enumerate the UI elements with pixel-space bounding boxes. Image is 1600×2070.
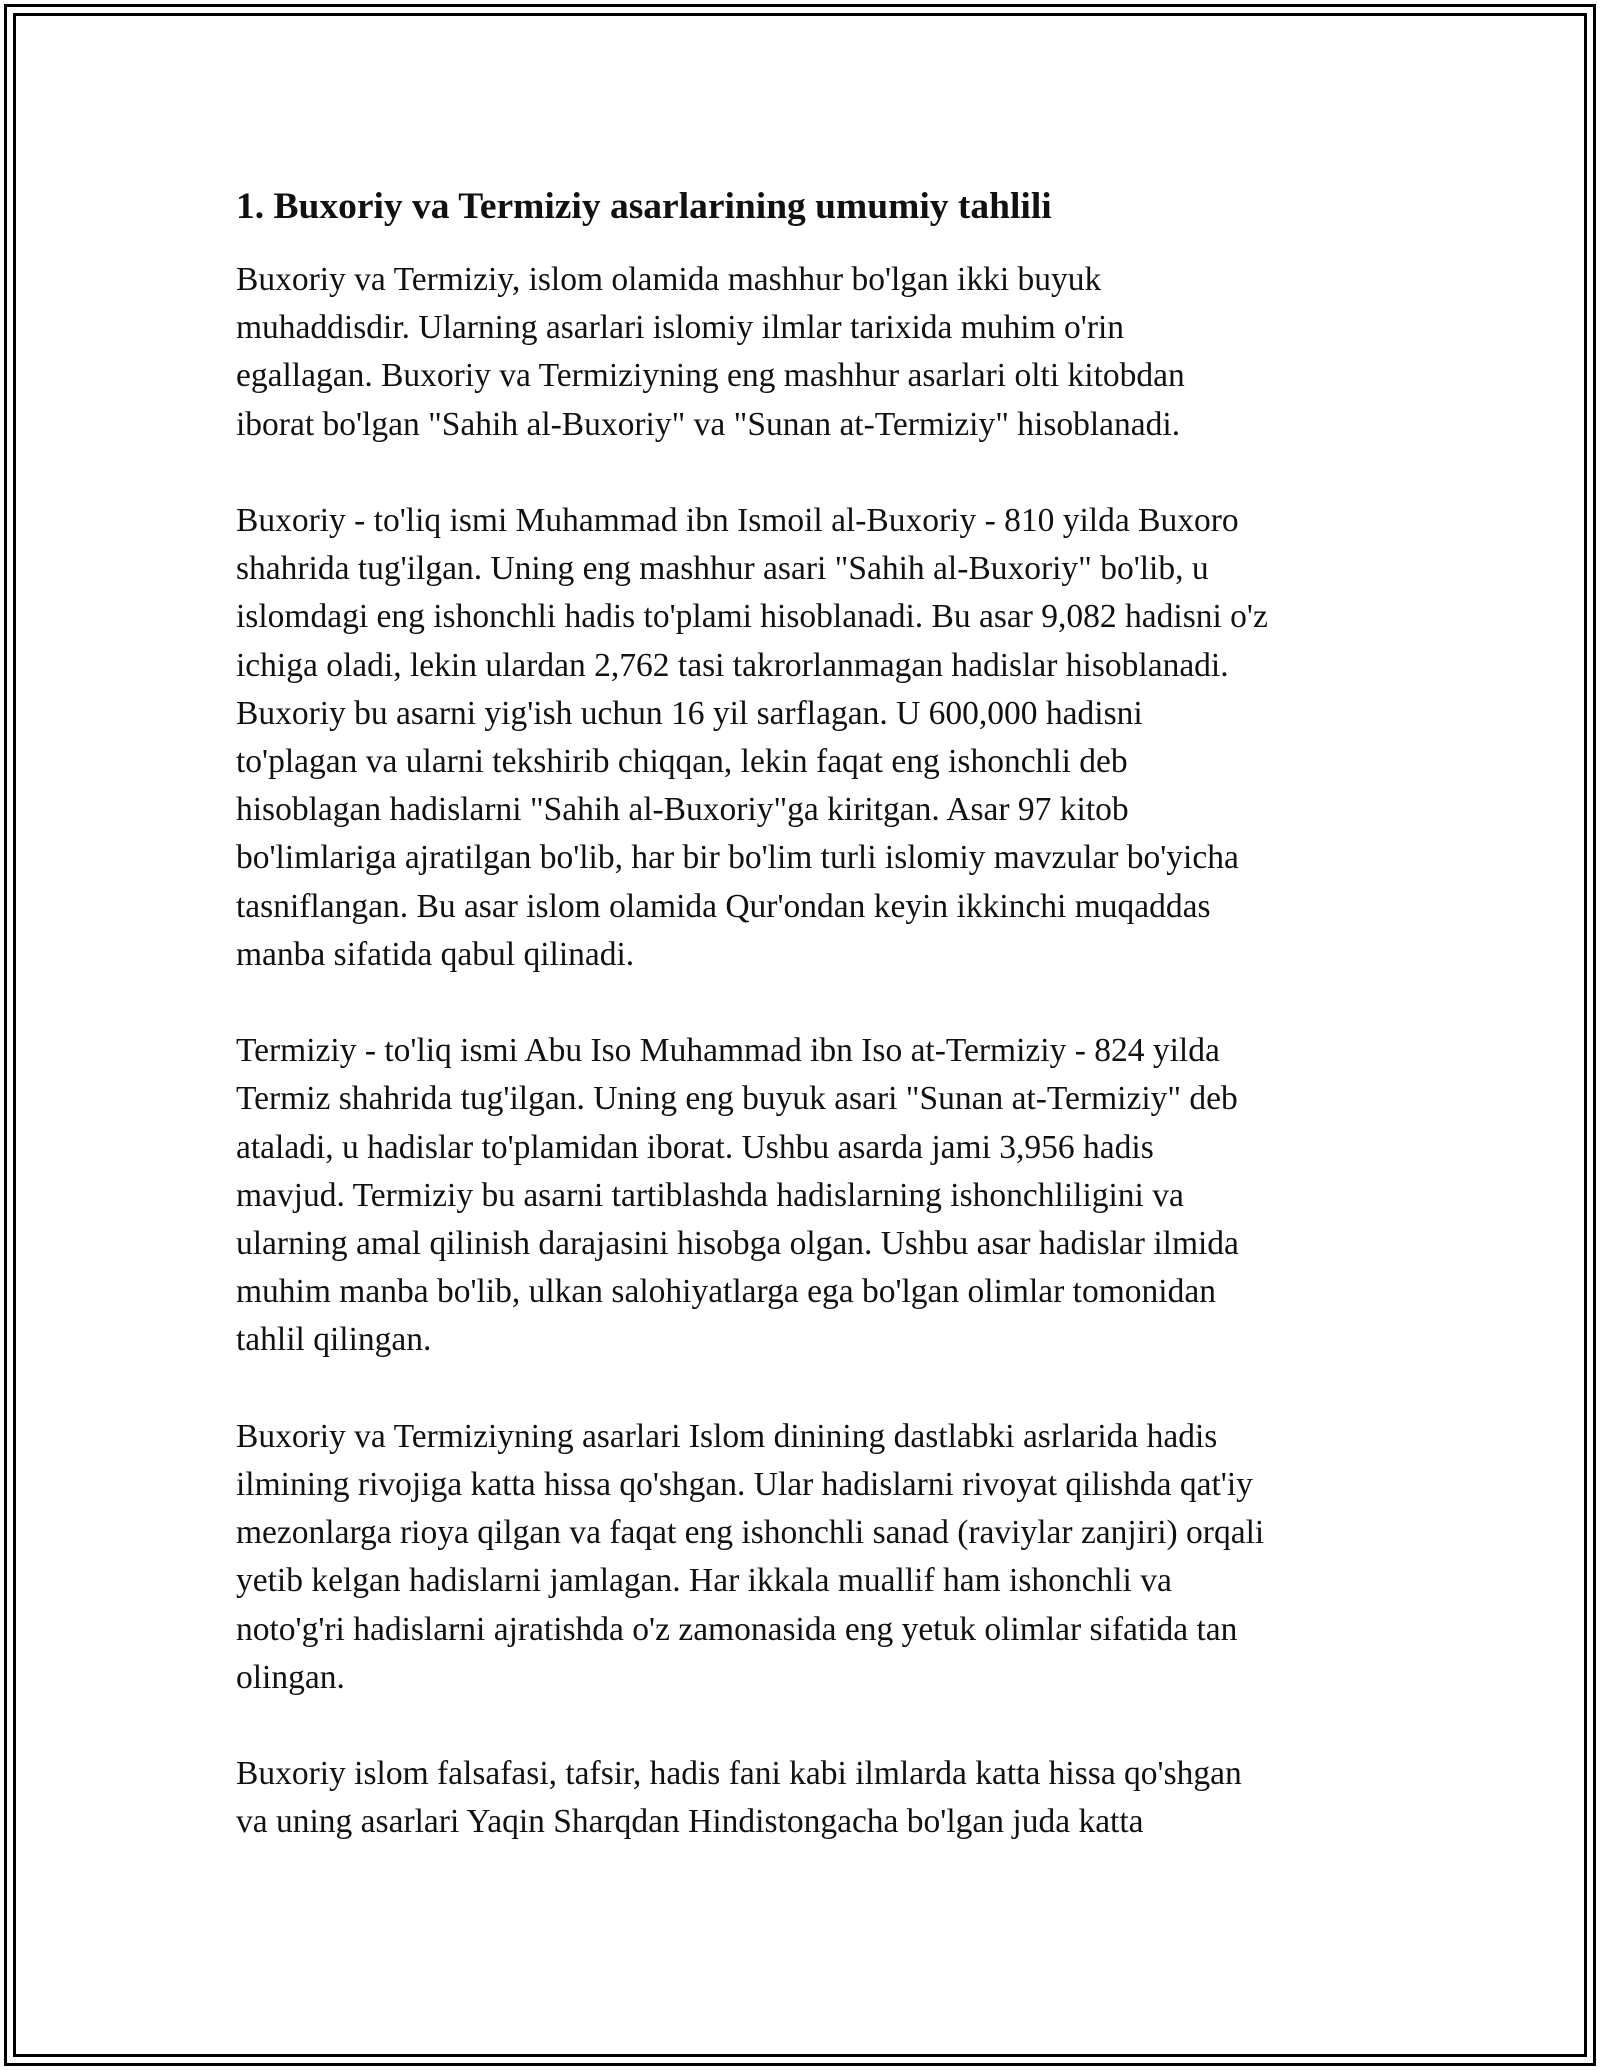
section-heading: 1. Buxoriy va Termiziy asarlarining umumiy tahlili — [236, 186, 1052, 227]
paragraph-line: Termiz shahrida tug'ilgan. Uning eng buyuk asari "Sunan at-Termiziy" deb — [236, 1080, 1238, 1118]
body-paragraph — [236, 497, 1376, 979]
paragraph-line: iborat bo'lgan "Sahih al-Buxoriy" va "Sunan at-Termiziy" hisoblanadi. — [236, 405, 1181, 443]
paragraph-line: manba sifatida qabul qilinadi. — [236, 935, 635, 973]
paragraph-line: yetib kelgan hadislarni jamlagan. Har ikkala muallif ham ishonchli va — [236, 1562, 1172, 1600]
paragraph-line: Buxoriy islom falsafasi, tafsir, hadis fani kabi ilmlarda katta hissa qo'shgan — [236, 1755, 1242, 1793]
body-paragraph — [236, 1413, 1376, 1702]
body-paragraph — [236, 1027, 1376, 1364]
paragraph-line: shahrida tug'ilgan. Uning eng mashhur asari "Sahih al-Buxoriy" bo'lib, u — [236, 550, 1209, 588]
paragraph-line: ataladi, u hadislar to'plamidan iborat. Ushbu asarda jami 3,956 hadis — [236, 1128, 1154, 1166]
paragraph-line: bo'limlariga ajratilgan bo'lib, har bir bo'lim turli islomiy mavzular bo'yicha — [236, 839, 1239, 877]
paragraph-line: ularning amal qilinish darajasini hisobga olgan. Ushbu asar hadislar ilmida — [236, 1225, 1239, 1263]
document-body — [236, 184, 1376, 1895]
paragraph-line: Termiziy - to'liq ismi Abu Iso Muhammad ibn Iso at-Termiziy - 824 yilda — [236, 1032, 1220, 1070]
paragraph-line: islomdagi eng ishonchli hadis to'plami hisoblanadi. Bu asar 9,082 hadisni o'z — [236, 598, 1268, 636]
paragraph-line: ilmining rivojiga katta hissa qo'shgan. Ular hadislarni rivoyat qilishda qat'iy — [236, 1466, 1253, 1504]
paragraph-line: egallagan. Buxoriy va Termiziyning eng mashhur asarlari olti kitobdan — [236, 357, 1185, 395]
paragraph-line: hisoblagan hadislarni "Sahih al-Buxoriy"ga kiritgan. Asar 97 kitob — [236, 791, 1129, 829]
paragraph-line: Buxoriy bu asarni yig'ish uchun 16 yil sarflagan. U 600,000 hadisni — [236, 694, 1143, 732]
paragraph-line: ichiga oladi, lekin ulardan 2,762 tasi takrorlanmagan hadislar hisoblanadi. — [236, 646, 1229, 684]
paragraph-line: Buxoriy va Termiziyning asarlari Islom dinining dastlabki asrlarida hadis — [236, 1417, 1218, 1455]
paragraph-line: muhaddisdir. Ularning asarlari islomiy ilmlar tarixida muhim o'rin — [236, 309, 1125, 347]
paragraph-line: mavjud. Termiziy bu asarni tartiblashda hadislarning ishonchliligini va — [236, 1176, 1184, 1214]
paragraph-line: muhim manba bo'lib, ulkan salohiyatlarga ega bo'lgan olimlar tomonidan — [236, 1273, 1216, 1311]
paragraph-line: Buxoriy va Termiziy, islom olamida mashhur bo'lgan ikki buyuk — [236, 261, 1102, 298]
paragraph-line: va uning asarlari Yaqin Sharqdan Hindistongacha bo'lgan juda katta — [236, 1803, 1144, 1841]
paragraph-line: tasniflangan. Bu asar islom olamida Qur'ondan keyin ikkinchi muqaddas — [236, 887, 1211, 925]
paragraph-line: Buxoriy - to'liq ismi Muhammad ibn Ismoil al-Buxoriy - 810 yilda Buxoro — [236, 502, 1239, 539]
paragraph-container — [236, 256, 1376, 1847]
paragraph-line: noto'g'ri hadislarni ajratishda o'z zamonasida eng yetuk olimlar sifatida tan — [236, 1610, 1238, 1648]
body-paragraph — [236, 1750, 1376, 1846]
body-paragraph — [236, 256, 1376, 449]
paragraph-line: to'plagan va ularni tekshirib chiqqan, lekin faqat eng ishonchli deb — [236, 743, 1128, 781]
paragraph-line: mezonlarga rioya qilgan va faqat eng ishonchli sanad (raviylar zanjiri) orqali — [236, 1514, 1265, 1552]
paragraph-line: tahlil qilingan. — [236, 1321, 432, 1359]
paragraph-line: olingan. — [236, 1658, 345, 1696]
